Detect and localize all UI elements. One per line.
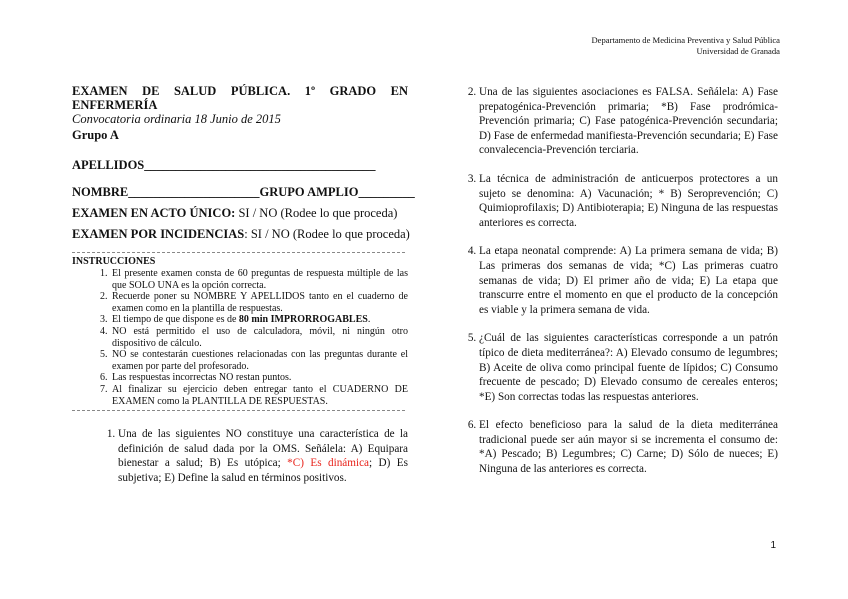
instruction-end: . <box>367 314 371 326</box>
list-item: 6. Las respuestas incorrectas NO restan puntos. <box>110 372 408 384</box>
question-3: 3. La técnica de administración de anticuerpos protectores a un sujeto se denomina: A) Vacunación; * B) Seroprevención; C) Quimioprofilaxis; D) Antibioterapia; E) Ninguna de las respuestas anteriores es correcta. <box>479 172 778 230</box>
department-name: Departamento de Medicina Preventiva y Salud Pública <box>591 35 780 45</box>
instruction-text: El tiempo de que dispone es de <box>112 314 239 326</box>
university-name: Universidad de Granada <box>696 46 780 56</box>
instructions-title: INSTRUCCIONES <box>72 256 156 267</box>
acto-unico-row <box>72 206 408 221</box>
question-6: 6. El efecto beneficioso para la salud de la dieta mediterránea tradicional puede ser aún mayor si se incrementa el consumo de: *A) Pescado; B) Legumbres; C) Carne; D) Sólo de nueces; E) Ninguna de las anteriores es correcta. <box>479 418 778 476</box>
title-word: PÚBLICA. <box>230 84 291 98</box>
question-2: 2. Una de las siguientes asociaciones es FALSA. Señálela: A) Fase prepatogénica-Prevención primaria; *B) Fase prodrómica-Prevención primaria; C) Fase patogénica-Prevención secundaria; D) Fase de enfermedad manifiesta-Prevención secundaria; E) Fase convalecencia-Prevención terciaria. <box>479 85 778 158</box>
exam-title <box>72 84 408 112</box>
list-item: 1. El presente examen consta de 60 preguntas de respuesta múltiple de las que SOLO UNA es la opción correcta. <box>110 268 408 291</box>
nombre-field: NOMBRE_____________________ <box>72 185 260 199</box>
title-word: GRADO <box>329 84 377 98</box>
right-column <box>462 85 778 477</box>
document-header <box>450 35 780 57</box>
list-item: 7. Al finalizar su ejercicio deben entregar tanto el CUADERNO DE EXAMEN como la PLANTILLA DE RESPUESTAS. <box>110 384 408 407</box>
title-word: 1º <box>304 84 316 98</box>
question-text: ; D) Es subjetiva; E) Define la salud en términos positivos. <box>118 457 408 484</box>
question-1 <box>118 427 408 485</box>
apellidos-field: APELLIDOS_____________________________________ <box>72 158 376 172</box>
title-word: EXAMEN <box>72 84 128 98</box>
list-item: 5. NO se contestarán cuestiones relacionadas con las preguntas durante el examen por parte del profesorado. <box>110 349 408 372</box>
questions-list-left <box>72 427 408 485</box>
acto-unico-options: SI / NO (Rodee lo que proceda) <box>235 206 398 220</box>
page-number: 1 <box>770 540 776 551</box>
list-item <box>110 314 408 326</box>
questions-list-right <box>462 85 778 477</box>
list-item: 4. NO está permitido el uso de calculadora, móvil, ni ningún otro dispositivo de cálculo. <box>110 326 408 349</box>
question-4: 4. La etapa neonatal comprende: A) La primera semana de vida; B) Las primeras dos semanas de vida; *C) Las primeras cuatro semanas de vida; D) El primer año de vida; E) La etapa que transcurre entre el momento en que el producto de la concepción es viable y la primera semana de vida. <box>479 244 778 317</box>
incidencias-label: EXAMEN POR INCIDENCIAS <box>72 227 245 241</box>
incidencias-options: : SI / NO (Rodee lo que proceda) <box>244 227 410 241</box>
instruction-bold: 80 min IMPRORROGABLES <box>238 314 368 326</box>
title-word: DE <box>142 84 160 98</box>
grupo: Grupo A <box>72 128 119 142</box>
list-item: 2. Recuerde poner su NOMBRE Y APELLIDOS tanto en el cuaderno de examen como en la plantilla de respuestas. <box>110 291 408 314</box>
grupo-amplio-field: GRUPO AMPLIO_________ <box>259 185 415 199</box>
incidencias-row <box>72 227 408 242</box>
instructions-list <box>72 268 408 407</box>
title-word: SALUD <box>173 84 217 98</box>
title-word: EN <box>390 84 408 98</box>
title-line-2: ENFERMERÍA <box>72 98 158 112</box>
question-5: 5. ¿Cuál de las siguientes características corresponde a un patrón típico de dieta mediterránea?: A) Elevado consumo de legumbres; B) Aceite de oliva como principal fuente de lípidos; C) Consumo frecuente de pescado; D) Elevado consumo de cereales enteros; *E) Son correctas todas las respuestas anteriores. <box>479 331 778 404</box>
divider <box>72 252 405 253</box>
left-column <box>72 84 415 486</box>
question-text: Una de las siguientes NO constituye una característica de la definición de salud dada por la OMS. Señálela: A) Equipara bienestar a salud; B) Es utópica; <box>118 428 408 470</box>
acto-unico-label: EXAMEN EN ACTO ÚNICO: <box>72 206 236 220</box>
divider <box>72 410 405 411</box>
nombre-row <box>72 185 415 200</box>
convocatoria: Convocatoria ordinaria 18 Junio de 2015 <box>72 112 281 126</box>
highlighted-answer: *C) Es dinámica <box>287 457 369 470</box>
